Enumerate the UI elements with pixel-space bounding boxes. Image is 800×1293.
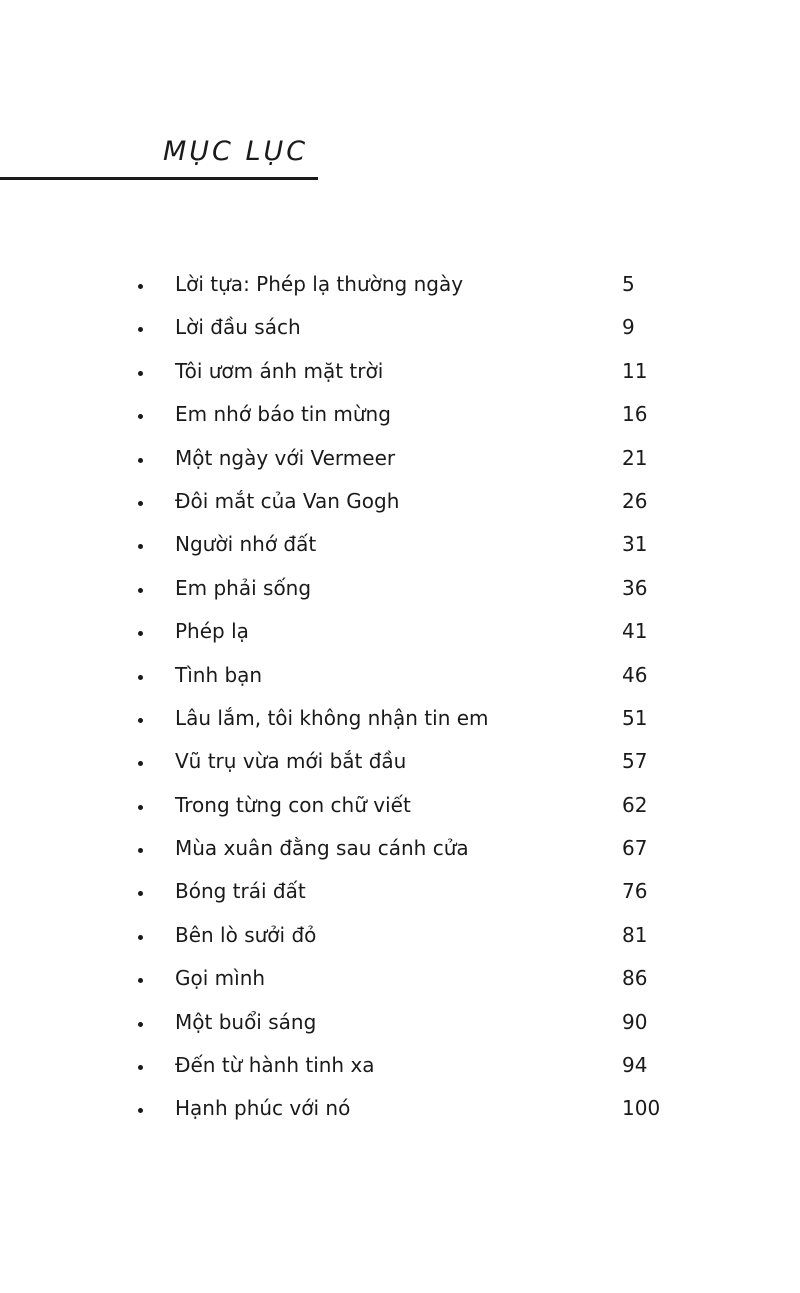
toc-entry-title: Lâu lắm, tôi không nhận tin em	[175, 705, 489, 730]
bullet-icon	[138, 1065, 143, 1070]
title-underline	[0, 177, 318, 180]
toc-entry-page-number: 90	[622, 1009, 648, 1034]
bullet-icon	[138, 891, 143, 896]
bullet-icon	[138, 284, 143, 289]
toc-entry	[0, 609, 800, 652]
page-title: MỤC LỤC	[163, 136, 309, 167]
bullet-icon	[138, 458, 143, 463]
toc-entry-page-number: 57	[622, 749, 648, 774]
bullet-icon	[138, 501, 143, 506]
toc-entry-page-number: 100	[622, 1096, 661, 1121]
toc-entry	[0, 349, 800, 392]
toc-entry-page-number: 86	[622, 966, 648, 991]
toc-entry-page-number: 76	[622, 879, 648, 904]
toc-entry	[0, 1043, 800, 1086]
toc-entry-title: Người nhớ đất	[175, 532, 317, 557]
toc-entry-page-number: 31	[622, 532, 648, 557]
toc-entry-title: Một buổi sáng	[175, 1009, 317, 1034]
bullet-icon	[138, 805, 143, 810]
toc-entry-title: Hạnh phúc với nó	[175, 1096, 351, 1121]
toc-entry	[0, 826, 800, 869]
toc-entry-title: Em nhớ báo tin mừng	[175, 402, 391, 427]
toc-entry	[0, 479, 800, 522]
toc-entry	[0, 436, 800, 479]
toc-entry	[0, 392, 800, 435]
bullet-icon	[138, 1108, 143, 1113]
toc-entry-page-number: 62	[622, 792, 648, 817]
toc-entry	[0, 305, 800, 348]
toc-entry	[0, 1000, 800, 1043]
toc-entry-page-number: 5	[622, 272, 635, 296]
toc-entry-title: Đôi mắt của Van Gogh	[175, 488, 400, 513]
toc-entry	[0, 522, 800, 565]
toc-entry	[0, 1086, 800, 1129]
table-of-contents	[0, 262, 800, 1130]
toc-entry-page-number: 67	[622, 836, 648, 861]
toc-entry	[0, 869, 800, 912]
toc-entry	[0, 653, 800, 696]
toc-entry	[0, 783, 800, 826]
bullet-icon	[138, 631, 143, 636]
toc-entry-page-number: 26	[622, 488, 648, 513]
toc-entry-title: Bóng trái đất	[175, 879, 306, 904]
bullet-icon	[138, 718, 143, 723]
bullet-icon	[138, 935, 143, 940]
bullet-icon	[138, 978, 143, 983]
toc-entry	[0, 262, 800, 305]
toc-entry-title: Đến từ hành tinh xa	[175, 1053, 375, 1078]
toc-entry-title: Tình bạn	[175, 662, 263, 687]
toc-entry-title: Tôi ươm ánh mặt trời	[175, 358, 384, 383]
toc-entry	[0, 739, 800, 782]
bullet-icon	[138, 544, 143, 549]
toc-entry-page-number: 9	[622, 315, 635, 340]
bullet-icon	[138, 414, 143, 419]
toc-entry-page-number: 41	[622, 619, 648, 644]
toc-entry-title: Một ngày với Vermeer	[175, 445, 396, 470]
toc-entry-title: Vũ trụ vừa mới bắt đầu	[175, 749, 407, 774]
toc-entry	[0, 956, 800, 999]
toc-entry	[0, 566, 800, 609]
toc-entry-title: Bên lò sưởi đỏ	[175, 922, 317, 947]
bullet-icon	[138, 371, 143, 376]
toc-entry-page-number: 46	[622, 662, 648, 687]
toc-entry-page-number: 81	[622, 922, 648, 947]
toc-entry-title: Phép lạ	[175, 619, 249, 644]
bullet-icon	[138, 1022, 143, 1027]
toc-entry-page-number: 94	[622, 1053, 648, 1078]
toc-entry-page-number: 21	[622, 445, 648, 470]
toc-entry	[0, 913, 800, 956]
toc-entry-title: Em phải sống	[175, 575, 312, 600]
toc-entry-title: Gọi mình	[175, 966, 266, 991]
toc-entry-title: Lời đầu sách	[175, 315, 301, 340]
toc-entry-page-number: 51	[622, 705, 648, 730]
toc-entry-title: Trong từng con chữ viết	[175, 792, 411, 817]
toc-entry-title: Mùa xuân đằng sau cánh cửa	[175, 836, 469, 861]
toc-entry-page-number: 36	[622, 575, 648, 600]
toc-entry-page-number: 11	[622, 358, 648, 383]
bullet-icon	[138, 848, 143, 853]
toc-entry-title: Lời tựa: Phép lạ thường ngày	[175, 272, 464, 296]
bullet-icon	[138, 761, 143, 766]
bullet-icon	[138, 675, 143, 680]
toc-entry-page-number: 16	[622, 402, 648, 427]
bullet-icon	[138, 327, 143, 332]
toc-entry	[0, 696, 800, 739]
bullet-icon	[138, 588, 143, 593]
